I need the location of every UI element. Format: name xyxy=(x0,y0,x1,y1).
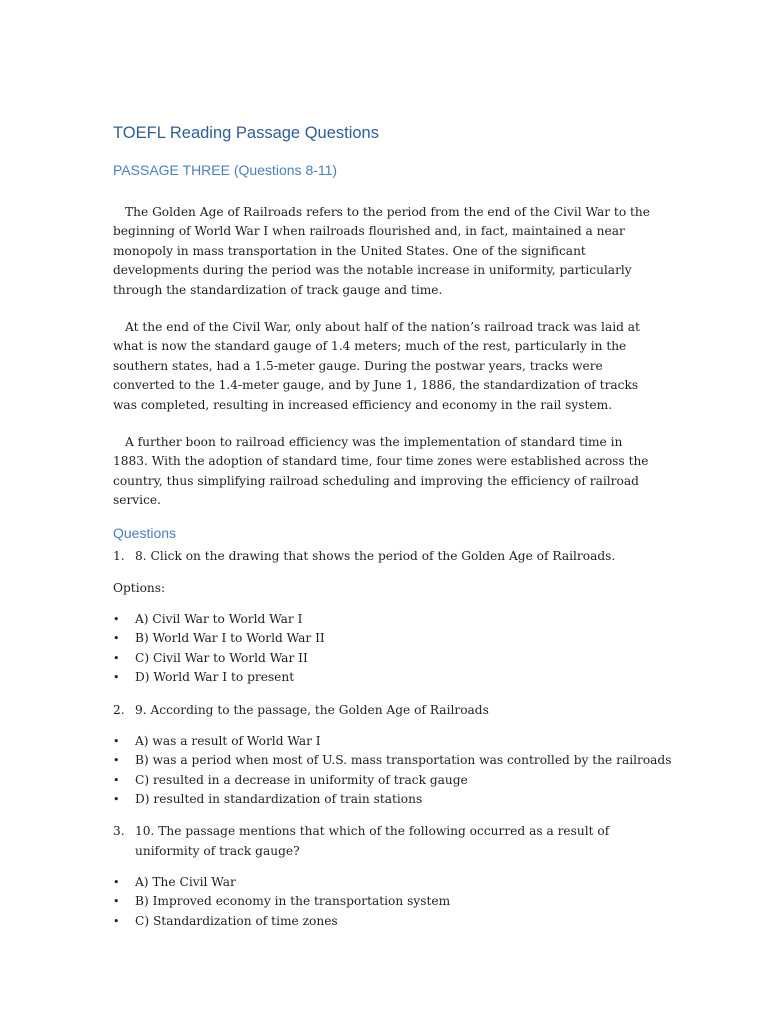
document-title: TOEFL Reading Passage Questions xyxy=(113,124,379,142)
options-label: Options: xyxy=(113,581,166,595)
questions-heading: Questions xyxy=(113,525,177,541)
option-item xyxy=(113,732,653,751)
question-2 xyxy=(113,700,653,720)
question-2-options xyxy=(113,732,672,810)
bullet-icon: • xyxy=(113,914,120,928)
option-item xyxy=(113,629,653,648)
question-text: 10. The passage mentions that which of the following occurred as a result of uniformity of track gauge? xyxy=(135,824,610,858)
passage-paragraph-2: At the end of the Civil War, only about half of the nation’s railroad track was laid at what is now the standard gauge of 1.4 meters; much of the rest, particularly in the southern states, had a 1.5-meter gauge. During the postwar years, tracks were converted to the 1.4-meter gauge, and by June 1, 1886, the standardization of tracks was completed, resulting in increased efficiency and economy in the rail system. xyxy=(113,320,640,412)
option-text: B) was a period when most of U.S. mass transportation was controlled by the railroads xyxy=(135,753,672,768)
passage-paragraph-1: The Golden Age of Railroads refers to the period from the end of the Civil War to the beginning of World War I when railroads flourished and, in fact, maintained a near monopoly in mass transportation in the United States. One of the significant developments during the period was the notable increase in uniformity, particularly through the standardization of track gauge and time. xyxy=(113,205,650,297)
option-text: B) Improved economy in the transportation system xyxy=(135,894,451,909)
bullet-icon: • xyxy=(113,651,120,665)
option-text: D) World War I to present xyxy=(135,670,295,685)
question-3-options xyxy=(113,873,653,931)
question-1 xyxy=(113,546,653,566)
option-item xyxy=(113,649,653,668)
bullet-icon: • xyxy=(113,754,120,768)
option-text: B) World War I to World War II xyxy=(135,631,325,646)
bullet-icon: • xyxy=(113,613,120,626)
bullet-icon: • xyxy=(113,793,120,807)
option-text: A) The Civil War xyxy=(135,875,236,889)
bullet-icon: • xyxy=(113,632,120,646)
option-text: D) resulted in standardization of train stations xyxy=(135,792,423,807)
option-item xyxy=(113,912,653,931)
option-text: A) Civil War to World War I xyxy=(135,612,303,626)
option-text: C) resulted in a decrease in uniformity of track gauge xyxy=(135,772,468,787)
passage-paragraph-3: A further boon to railroad efficiency was the implementation of standard time in 1883. With the adoption of standard time, four time zones were established across the country, thus simplifying railroad scheduling and improving the efficiency of railroad service. xyxy=(113,435,649,508)
option-item xyxy=(113,668,653,687)
option-text: C) Civil War to World War II xyxy=(135,650,308,665)
question-text: 9. According to the passage, the Golden Age of Railroads xyxy=(135,703,489,717)
passage-subtitle: PASSAGE THREE (Questions 8-11) xyxy=(113,162,338,178)
question-text: 8. Click on the drawing that shows the period of the Golden Age of Railroads. xyxy=(135,549,616,563)
bullet-icon: • xyxy=(113,735,120,748)
option-item xyxy=(113,610,653,629)
question-number: 3. xyxy=(113,824,125,838)
question-3 xyxy=(113,821,653,861)
bullet-icon: • xyxy=(113,876,120,889)
option-item xyxy=(113,873,653,892)
option-item xyxy=(113,771,653,790)
option-text: C) Standardization of time zones xyxy=(135,913,338,928)
bullet-icon: • xyxy=(113,895,120,909)
question-1-options xyxy=(113,610,653,688)
option-item xyxy=(113,790,653,809)
question-number: 2. xyxy=(113,703,125,717)
option-text: A) was a result of World War I xyxy=(135,734,321,748)
option-item xyxy=(113,892,653,911)
bullet-icon: • xyxy=(113,671,120,685)
bullet-icon: • xyxy=(113,773,120,787)
question-number: 1. xyxy=(113,549,125,563)
option-item xyxy=(113,751,672,770)
